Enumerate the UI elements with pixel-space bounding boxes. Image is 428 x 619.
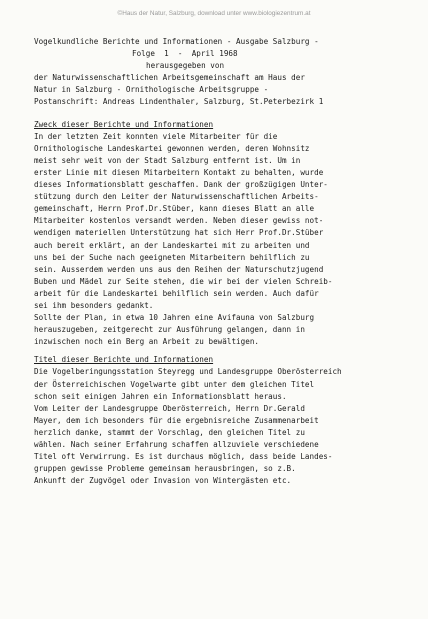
body-line: sei ihm besonders gedankt.	[34, 300, 154, 310]
body-line: gruppen gewisse Probleme gemeinsam herausbringen, so z.B.	[34, 464, 296, 474]
section-heading-purpose: Zweck dieser Berichte und Informationen	[34, 119, 214, 129]
body-line: Vom Leiter der Landesgruppe Oberösterreich, Herrn Dr.Gerald	[34, 403, 305, 413]
body-line: Ankunft der Zugvögel oder Invasion von Wintergästen etc.	[34, 476, 292, 486]
section-body-title	[34, 366, 414, 487]
body-line: In der letzten Zeit konnten viele Mitarbeiter für die	[34, 131, 278, 141]
body-line: Ornithologische Landeskartei gewonnen werden, deren Wohnsitz	[34, 143, 310, 153]
body-line: meist sehr weit von der Stadt Salzburg entfernt ist. Um in	[34, 155, 301, 165]
body-line: gemeinschaft, Herrn Prof.Dr.Stüber, kann dieses Blatt an alle	[34, 204, 315, 214]
body-line: sein. Ausserdem werden uns aus den Reihen der Naturschutzjugend	[34, 264, 324, 274]
body-line: stützung durch den Leiter der Naturwissenschaftlichen Arbeits-	[34, 192, 319, 202]
body-line: wählen. Nach seiner Erfahrung schaffen allzuviele verschiedene	[34, 440, 319, 449]
editor-label: herausgegeben von	[146, 61, 225, 71]
body-line: auch bereit erklärt, an der Landeskartei mit zu arbeiten und	[34, 240, 310, 250]
body-line: der Österreichischen Vogelwarte gibt unter dem gleichen Titel	[34, 379, 315, 389]
body-line: Die Vogelberingungsstation Steyregg und Landesgruppe Oberösterreich	[34, 367, 342, 377]
body-line: Mitarbeiter kostenlos versandt werden. Neben dieser gewiss not-	[34, 216, 324, 226]
body-line: herzlich danke, stammt der Vorschlag, den gleichen Titel zu	[34, 427, 305, 437]
body-line: erster Linie mit diesen Mitarbeitern Kontakt zu behalten, wurde	[34, 167, 324, 177]
postal-address: Postanschrift: Andreas Lindenthaler, Salzburg, St.Peterbezirk 1	[34, 97, 324, 107]
body-line: Mayer, dem ich besonders für die ergebnisreiche Zusammenarbeit	[34, 415, 319, 425]
publisher-line-2: Natur in Salzburg - Ornithologische Arbeitsgruppe -	[34, 85, 269, 95]
body-line: wendigen materiellen Unterstützung hat sich Herr Prof.Dr.Stüber	[34, 228, 324, 238]
body-line: dieses Informationsblatt geschaffen. Dank der großzügigen Unter-	[34, 180, 328, 190]
body-line: schon seit einigen Jahren ein Informationsblatt heraus.	[34, 391, 287, 401]
body-line: Buben und Mädel zur Seite stehen, die wir bei der vielen Schreib-	[34, 276, 333, 286]
issue-line: Folge 1 - April 1968	[132, 49, 238, 59]
publisher-line-1: der Naturwissenschaftlichen Arbeitsgemeinschaft am Haus der	[34, 73, 305, 83]
document-page	[34, 36, 414, 487]
body-line: inzwischen noch ein Berg an Arbeit zu bewältigen.	[34, 337, 259, 347]
body-line: Sollte der Plan, in etwa 10 Jahren eine Avifauna von Salzburg	[34, 313, 315, 323]
body-line: uns bei der Suche nach geeigneten Mitarbeitern behilflich zu	[34, 252, 310, 262]
section-heading-title: Titel dieser Berichte und Informationen	[34, 355, 214, 365]
section-body-purpose	[34, 131, 414, 349]
body-line: Titel oft Verwirrung. Es ist durchaus möglich, dass beide Landes-	[34, 452, 333, 462]
newsletter-title: Vogelkundliche Berichte und Informationen - Ausgabe Salzburg -	[34, 37, 319, 46]
body-line: arbeit für die Landeskartei behilflich sein werden. Auch dafür	[34, 288, 319, 298]
body-line: herauszugeben, zeitgerecht zur Ausführung gelangen, dann in	[34, 325, 305, 335]
watermark-text: ©Haus der Natur, Salzburg, download unter www.biologiezentrum.at	[117, 10, 311, 17]
